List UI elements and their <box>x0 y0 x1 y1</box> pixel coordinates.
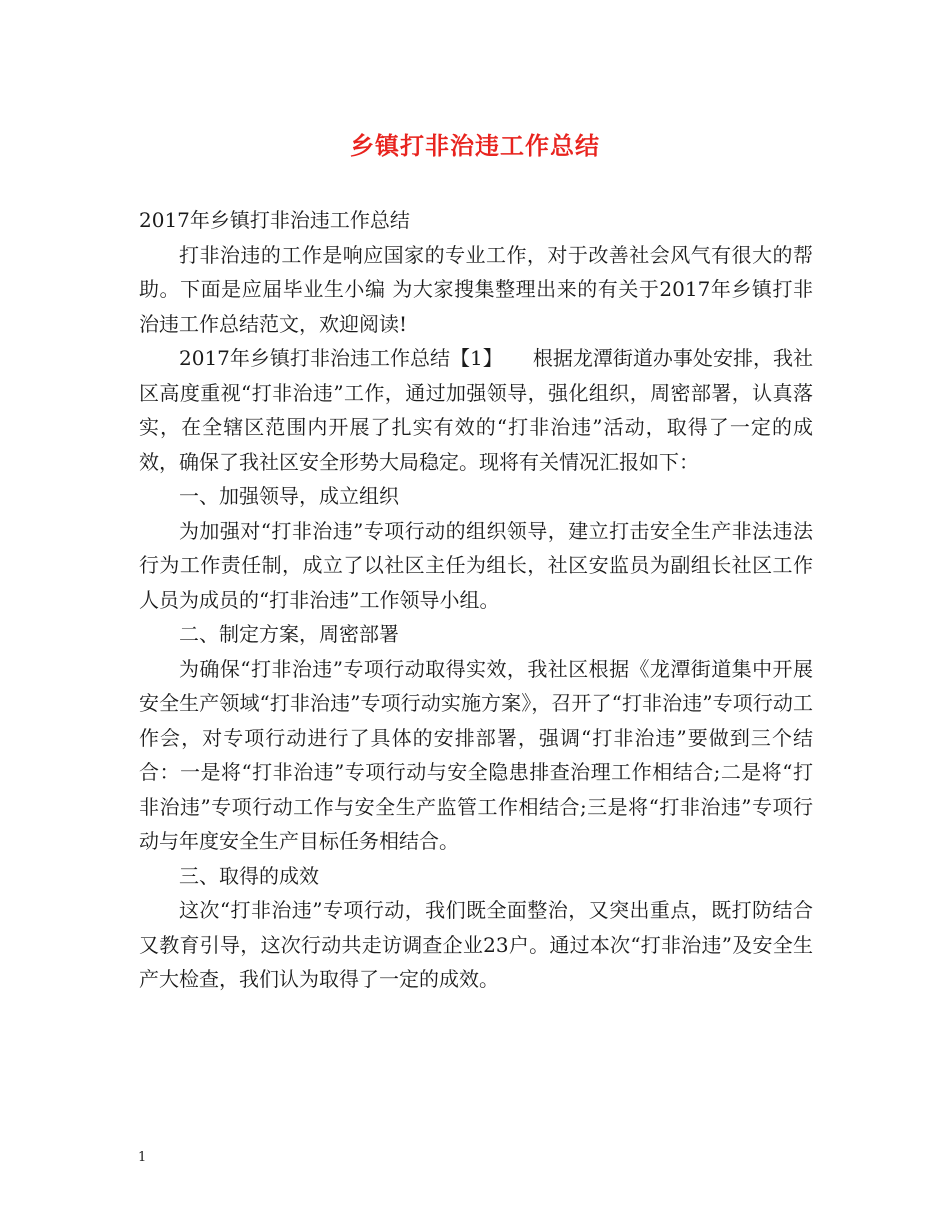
section-3-paragraph: 这次“打非治违”专项行动，我们既全面整治，又突出重点，既打防结合又教育引导，这次行动共走访调查企业23户。通过本次“打非治违”及安全生产大检查，我们认为取得了一定的成效。 <box>139 898 813 991</box>
document-title: 乡镇打非治违工作总结 <box>350 131 600 160</box>
section-heading-2: 二、制定方案，周密部署 <box>179 622 399 646</box>
section-1-paragraph: 为加强对“打非治违”专项行动的组织领导，建立打击安全生产非法违法行为工作责任制，成立了以社区主任为组长，社区安监员为副组长社区工作人员为成员的“打非治违”工作领导小组。 <box>139 518 813 612</box>
subtitle-paragraph: 2017年乡镇打非治违工作总结 <box>139 208 410 232</box>
section-2-paragraph: 为确保“打非治违”专项行动取得实效，我社区根据《龙潭街道集中开展安全生产领域“打非治违”专项行动实施方案》，召开了“打非治违”专项行动工作会，对专项行动进行了具体的安排部署，强调“打非治违”要做到三个结合：一是将“打非治违”专项行动与安全隐患排查治理工作相结合;二是将“打非治违”专项行动工作与安全生产监管工作相结合;三是将“打非治违”专项行动与年度安全生产目标任务相结合。 <box>139 656 813 853</box>
section-heading-1: 一、加强领导，成立组织 <box>179 484 399 508</box>
intro-paragraph: 打非治违的工作是响应国家的专业工作，对于改善社会风气有很大的帮助。下面是应届毕业生小编 为大家搜集整理出来的有关于2017年乡镇打非治违工作总结范文，欢迎阅读! <box>139 242 813 336</box>
section-heading-3: 三、取得的成效 <box>179 863 319 888</box>
document-body <box>139 203 813 997</box>
summary-paragraph: 2017年乡镇打非治违工作总结【1】 根据龙潭街道办事处安排，我社区高度重视“打非治违”工作，通过加强领导，强化组织，周密部署，认真落实，在全辖区范围内开展了扎实有效的“打非治违”活动，取得了一定的成效，确保了我社区安全形势大局稳定。现将有关情况汇报如下： <box>139 346 813 474</box>
page-number: 1 <box>138 1150 147 1165</box>
